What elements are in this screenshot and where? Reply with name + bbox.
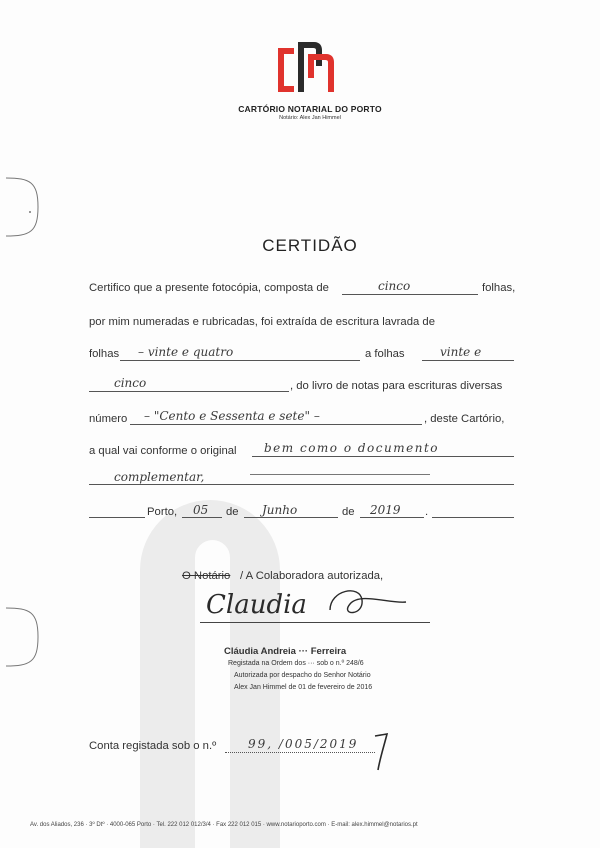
line3-value: – vinte e quatro — [138, 345, 234, 359]
line6-value: bem como o documento — [264, 441, 439, 455]
date-rule-end — [432, 517, 514, 518]
line1-suffix: folhas, — [482, 282, 516, 294]
document-title: CERTIDÃO — [262, 236, 358, 255]
line2-text: por mim numeradas e rubricadas, foi extraída de escritura lavrada de — [89, 316, 435, 328]
line6-rule — [252, 456, 514, 457]
line5-rule — [130, 424, 422, 425]
office-name: CARTÓRIO NOTARIAL DO PORTO — [238, 104, 382, 114]
signature-handwritten: Claudia — [206, 590, 307, 620]
signature-rule — [200, 622, 430, 623]
account-checkmark — [372, 730, 390, 774]
account-rule — [225, 752, 375, 753]
stamp-name: Cláudia Andreia ··· Ferreira — [224, 646, 347, 657]
date-end: . — [425, 506, 429, 518]
margin-bracket-top — [0, 172, 44, 242]
line3-value2: vinte e — [440, 345, 482, 359]
footer-contact: Av. dos Aliados, 236 · 3º Dtº · 4000-065 Porto · Tel. 222 012 012/3/4 · Fax 222 012 015 · www.notarioporto.com · E-mail: alex.himmel@notarios.pt — [30, 822, 418, 828]
date-de2: de — [342, 506, 355, 518]
date-month: Junho — [262, 503, 298, 517]
stamp-line2: Autorizada por despacho do Senhor Notário — [234, 672, 371, 679]
line7-value: complementar, — [114, 470, 205, 484]
notary-logo — [274, 38, 338, 94]
date-de1: de — [226, 506, 239, 518]
watermark-cutout — [195, 540, 230, 848]
notary-name: Notário: Alex Jan Himmel — [279, 115, 341, 121]
line4-value: cinco — [114, 376, 147, 390]
date-day-rule — [182, 517, 222, 518]
date-day: 05 — [193, 503, 209, 517]
line5-prefix: número — [89, 413, 128, 425]
line1-prefix: Certifico que a presente fotocópia, composta de — [89, 282, 329, 294]
account-value: 99, /005/2019 — [248, 737, 359, 751]
signature-label: / A Colaboradora autorizada, — [240, 570, 384, 582]
line3-middle: a folhas — [365, 348, 405, 360]
line5-suffix: , deste Cartório, — [424, 413, 505, 425]
line7-stroke — [250, 474, 430, 475]
line3-rule2 — [422, 360, 514, 361]
line5-value: – "Cento e Sessenta e sete" – — [144, 409, 320, 423]
date-rule-start — [89, 517, 145, 518]
line4-suffix: , do livro de notas para escrituras diversas — [290, 380, 503, 392]
account-label: Conta registada sob o n.º — [89, 740, 217, 752]
line1-rule — [342, 294, 478, 295]
margin-bracket-bottom — [0, 602, 44, 672]
date-year: 2019 — [370, 503, 401, 517]
signature-label-struck: O Notário — [182, 570, 231, 582]
stamp-line3: Alex Jan Himmel de 01 de fevereiro de 2016 — [234, 684, 373, 691]
date-month-rule — [244, 517, 338, 518]
line3-prefix: folhas — [89, 348, 120, 360]
stamp-line1: Registada na Ordem dos ··· sob o n.º 248/6 — [228, 660, 364, 667]
line6-prefix: a qual vai conforme o original — [89, 445, 237, 457]
line7-rule — [89, 484, 514, 485]
line3-rule — [120, 360, 360, 361]
line1-value: cinco — [378, 279, 411, 293]
date-city: Porto, — [147, 506, 178, 518]
line4-rule — [89, 391, 289, 392]
date-year-rule — [360, 517, 424, 518]
signature-flourish — [320, 582, 410, 622]
